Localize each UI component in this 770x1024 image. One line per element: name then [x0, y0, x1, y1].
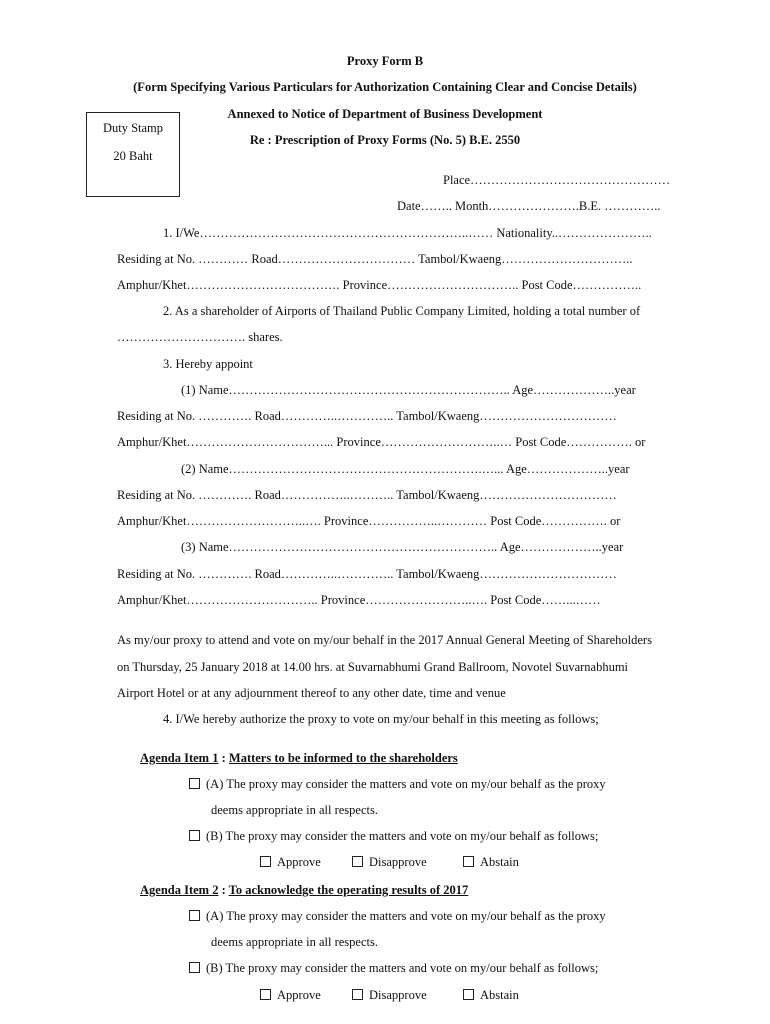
agenda-1-label: Agenda Item 1: [140, 751, 219, 765]
agenda-1-disapprove-checkbox[interactable]: [352, 856, 363, 867]
agenda-1-title: Matters to be informed to the shareholders: [228, 751, 458, 765]
prescription-line: Re : Prescription of Proxy Forms (No. 5) B.E. 2550: [249, 133, 521, 147]
proxy-1-name-line[interactable]: (1) Name………………………………………………………….. Age………………..year: [181, 383, 636, 397]
agenda-1-option-a-checkbox[interactable]: [189, 778, 200, 789]
proxy-2-address-line[interactable]: Residing at No. …………. Road……………..……….. Tambol/Kwaeng……………………………: [117, 488, 617, 502]
authorization-statement: 4. I/We hereby authorize the proxy to vote on my/our behalf in this meeting as follows;: [163, 712, 599, 726]
agenda-2-title: To acknowledge the operating results of 2017: [228, 883, 469, 897]
date-field[interactable]: Date…….. Month………………….B.E. …………..: [397, 199, 661, 213]
shares-count-field[interactable]: …………………………. shares.: [117, 330, 283, 344]
annexed-line: Annexed to Notice of Department of Business Development: [227, 107, 543, 121]
shareholder-name-line[interactable]: 1. I/We………………………………………………………..…… Nationality..…………………..: [163, 226, 652, 240]
agenda-2-option-a-cont: deems appropriate in all respects.: [211, 935, 378, 949]
agenda-2-option-b: (B) The proxy may consider the matters and vote on my/our behalf as follows;: [189, 961, 598, 976]
agenda-1-approve: Approve: [260, 855, 321, 870]
proxy-1-district-line[interactable]: Amphur/Khet……………………………... Province………………………..… Post Code……………. or: [117, 435, 646, 449]
duty-stamp-box: [86, 112, 180, 197]
agenda-1-heading: Agenda Item 1 : Matters to be informed to the shareholders: [140, 751, 458, 765]
agenda-2-disapprove-checkbox[interactable]: [352, 989, 363, 1000]
duty-stamp-label: Duty Stamp: [102, 121, 164, 135]
agenda-2-option-b-checkbox[interactable]: [189, 962, 200, 973]
agenda-1-option-a: (A) The proxy may consider the matters and vote on my/our behalf as the proxy: [189, 777, 606, 792]
meeting-line-2: on Thursday, 25 January 2018 at 14.00 hrs. at Suvarnabhumi Grand Ballroom, Novotel Suvarnabhumi: [117, 660, 629, 674]
proxy-2-district-line[interactable]: Amphur/Khet………………………..…. Province……………..………… Post Code……………. or: [117, 514, 621, 528]
agenda-1-disapprove: Disapprove: [352, 855, 427, 870]
agenda-2-abstain-checkbox[interactable]: [463, 989, 474, 1000]
proxy-3-district-line[interactable]: Amphur/Khet………………………….. Province……………………..…. Post Code……...……: [117, 593, 601, 607]
proxy-3-name-line[interactable]: (3) Name……………………………………………………….. Age………………..year: [181, 540, 624, 554]
proxy-3-address-line[interactable]: Residing at No. …………. Road…………..………….. Tambol/Kwaeng……………………………: [117, 567, 617, 581]
agenda-2-label: Agenda Item 2: [140, 883, 219, 897]
form-subtitle: (Form Specifying Various Particulars for Authorization Containing Clear and Concise Details): [133, 80, 637, 94]
agenda-1-abstain-checkbox[interactable]: [463, 856, 474, 867]
agenda-2-option-a: (A) The proxy may consider the matters and vote on my/our behalf as the proxy: [189, 909, 606, 924]
place-field[interactable]: Place…………………………………………: [443, 173, 671, 187]
agenda-2-approve-checkbox[interactable]: [260, 989, 271, 1000]
agenda-2-abstain: Abstain: [463, 988, 519, 1003]
shareholding-statement: 2. As a shareholder of Airports of Thailand Public Company Limited, holding a total number of: [163, 304, 641, 318]
meeting-line-1: As my/our proxy to attend and vote on my/our behalf in the 2017 Annual General Meeting of Shareholders: [117, 633, 652, 647]
agenda-2-disapprove: Disapprove: [352, 988, 427, 1003]
agenda-2-option-a-checkbox[interactable]: [189, 910, 200, 921]
proxy-1-address-line[interactable]: Residing at No. …………. Road…………..………….. Tambol/Kwaeng……………………………: [117, 409, 617, 423]
agenda-1-option-a-cont: deems appropriate in all respects.: [211, 803, 378, 817]
shareholder-district-line[interactable]: Amphur/Khet………………………………. Province………………………….. Post Code……………..: [117, 278, 642, 292]
meeting-line-3: Airport Hotel or at any adjournment thereof to any other date, time and venue: [117, 686, 506, 700]
shareholder-address-line[interactable]: Residing at No. ………… Road…………………………… Tambol/Kwaeng…………………………..: [117, 252, 633, 266]
agenda-1-option-b: (B) The proxy may consider the matters and vote on my/our behalf as follows;: [189, 829, 598, 844]
agenda-1-approve-checkbox[interactable]: [260, 856, 271, 867]
proxy-2-name-line[interactable]: (2) Name…………………………………………………….…... Age………………..year: [181, 462, 630, 476]
agenda-1-option-b-checkbox[interactable]: [189, 830, 200, 841]
agenda-2-heading: Agenda Item 2 : To acknowledge the operating results of 2017: [140, 883, 469, 897]
agenda-2-approve: Approve: [260, 988, 321, 1003]
agenda-1-abstain: Abstain: [463, 855, 519, 870]
form-title: Proxy Form B: [346, 54, 424, 68]
duty-stamp-amount: 20 Baht: [113, 149, 153, 163]
appoint-heading: 3. Hereby appoint: [163, 357, 253, 371]
